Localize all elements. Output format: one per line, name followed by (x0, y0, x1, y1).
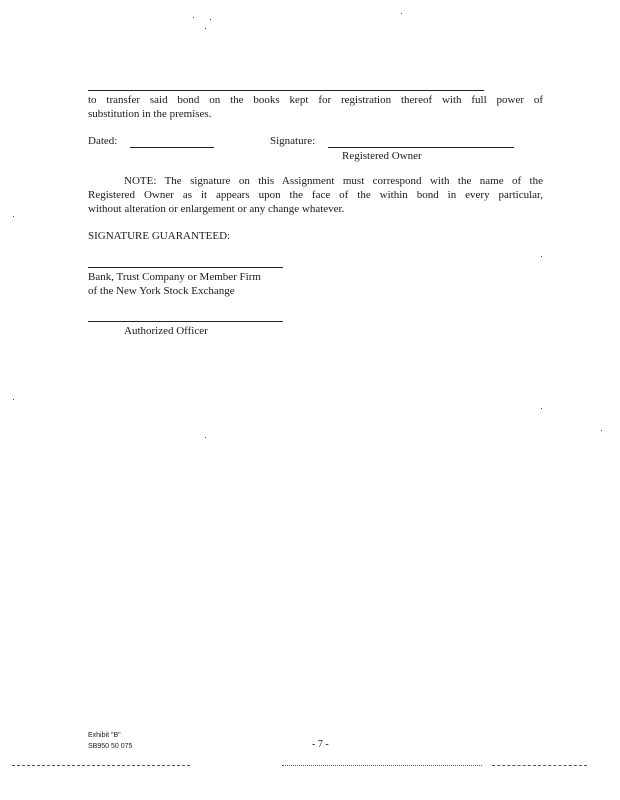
guarantee-heading: SIGNATURE GUARANTEED: (88, 230, 231, 242)
dated-line (130, 147, 214, 148)
guarantor-line (88, 267, 283, 268)
institution-line-1: Bank, Trust Company or Member Firm (88, 271, 261, 283)
scan-speck (541, 256, 542, 257)
signature-line (328, 147, 514, 148)
scan-artifact-line (12, 765, 190, 766)
registered-owner-label: Registered Owner (342, 150, 422, 162)
institution-line-2: of the New York Stock Exchange (88, 285, 235, 297)
scan-speck (601, 430, 602, 431)
dated-label: Dated: (88, 135, 118, 147)
note-line-1: NOTE: The signature on this Assignment must correspond with the name of the (124, 175, 543, 187)
top-rule (88, 90, 484, 91)
note-line-2: Registered Owner as it appears upon the face of the within bond in every particular, (88, 189, 543, 201)
exhibit-label: Exhibit "B" (88, 732, 121, 739)
scan-speck (210, 19, 211, 20)
note-line-3: without alteration or enlargement or any change whatever. (88, 203, 345, 215)
scan-speck (401, 13, 402, 14)
scan-speck (205, 437, 206, 438)
scan-artifact-line (282, 765, 482, 766)
page-number: - 7 - (312, 739, 329, 750)
scan-speck (205, 28, 206, 29)
scan-speck (13, 399, 14, 400)
scan-speck (541, 408, 542, 409)
signature-label: Signature: (270, 135, 316, 147)
scan-speck (193, 17, 194, 18)
scan-artifact-line (492, 765, 587, 766)
scan-speck (13, 216, 14, 217)
assignment-line-1: to transfer said bond on the books kept for registration thereof with full power of (88, 94, 543, 106)
assignment-line-2: substitution in the premises. (88, 108, 212, 120)
document-code: SB950 50 075 (88, 743, 133, 750)
officer-line (88, 321, 283, 322)
authorized-officer-label: Authorized Officer (124, 325, 208, 337)
